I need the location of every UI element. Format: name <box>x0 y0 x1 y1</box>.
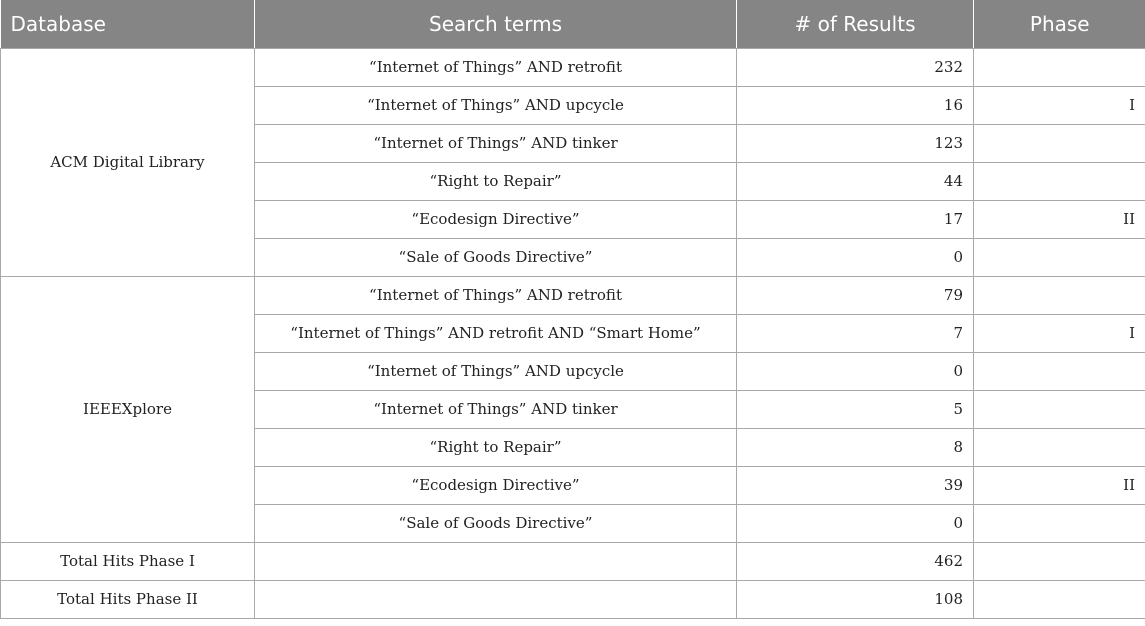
total-results: 462 <box>737 542 974 580</box>
phase-cell <box>974 124 1145 162</box>
header-database: Database <box>1 0 255 48</box>
phase-cell <box>974 162 1145 200</box>
results-cell: 232 <box>737 48 974 86</box>
total-phase-empty <box>974 580 1145 618</box>
database-cell: ACM Digital Library <box>1 48 255 276</box>
table-row <box>1 276 1145 314</box>
total-label: Total Hits Phase I <box>1 542 255 580</box>
search-term-cell: “Right to Repair” <box>255 428 737 466</box>
header-search-terms: Search terms <box>255 0 737 48</box>
total-label: Total Hits Phase II <box>1 580 255 618</box>
search-term-cell: “Internet of Things” AND upcycle <box>255 352 737 390</box>
phase-cell: II <box>974 466 1145 504</box>
table-row <box>1 48 1145 86</box>
search-term-cell: “Internet of Things” AND upcycle <box>255 86 737 124</box>
phase-cell <box>974 352 1145 390</box>
search-term-cell: “Internet of Things” AND tinker <box>255 390 737 428</box>
results-cell: 0 <box>737 504 974 542</box>
total-results: 108 <box>737 580 974 618</box>
phase-cell <box>974 504 1145 542</box>
total-phase-empty <box>974 542 1145 580</box>
search-term-cell: “Internet of Things” AND retrofit <box>255 48 737 86</box>
results-cell: 8 <box>737 428 974 466</box>
results-cell: 0 <box>737 352 974 390</box>
phase-cell: I <box>974 314 1145 352</box>
phase-cell <box>974 428 1145 466</box>
search-term-cell: “Ecodesign Directive” <box>255 200 737 238</box>
search-term-cell: “Internet of Things” AND retrofit <box>255 276 737 314</box>
results-cell: 7 <box>737 314 974 352</box>
total-row-phase-1 <box>1 542 1145 580</box>
header-results: # of Results <box>737 0 974 48</box>
phase-cell <box>974 48 1145 86</box>
results-cell: 0 <box>737 238 974 276</box>
results-cell: 5 <box>737 390 974 428</box>
phase-cell <box>974 238 1145 276</box>
results-cell: 123 <box>737 124 974 162</box>
phase-cell: I <box>974 86 1145 124</box>
results-cell: 44 <box>737 162 974 200</box>
phase-cell <box>974 276 1145 314</box>
results-cell: 39 <box>737 466 974 504</box>
search-term-cell: “Right to Repair” <box>255 162 737 200</box>
results-cell: 17 <box>737 200 974 238</box>
header-row <box>1 0 1145 48</box>
results-cell: 16 <box>737 86 974 124</box>
search-term-cell: “Sale of Goods Directive” <box>255 238 737 276</box>
total-empty-cell <box>255 542 737 580</box>
search-term-cell: “Internet of Things” AND retrofit AND “Smart Home” <box>255 314 737 352</box>
search-term-cell: “Internet of Things” AND tinker <box>255 124 737 162</box>
phase-cell: II <box>974 200 1145 238</box>
search-term-cell: “Sale of Goods Directive” <box>255 504 737 542</box>
total-empty-cell <box>255 580 737 618</box>
total-row-phase-2 <box>1 580 1145 618</box>
header-phase: Phase <box>974 0 1145 48</box>
search-term-cell: “Ecodesign Directive” <box>255 466 737 504</box>
results-cell: 79 <box>737 276 974 314</box>
phase-cell <box>974 390 1145 428</box>
database-cell: IEEEXplore <box>1 276 255 542</box>
